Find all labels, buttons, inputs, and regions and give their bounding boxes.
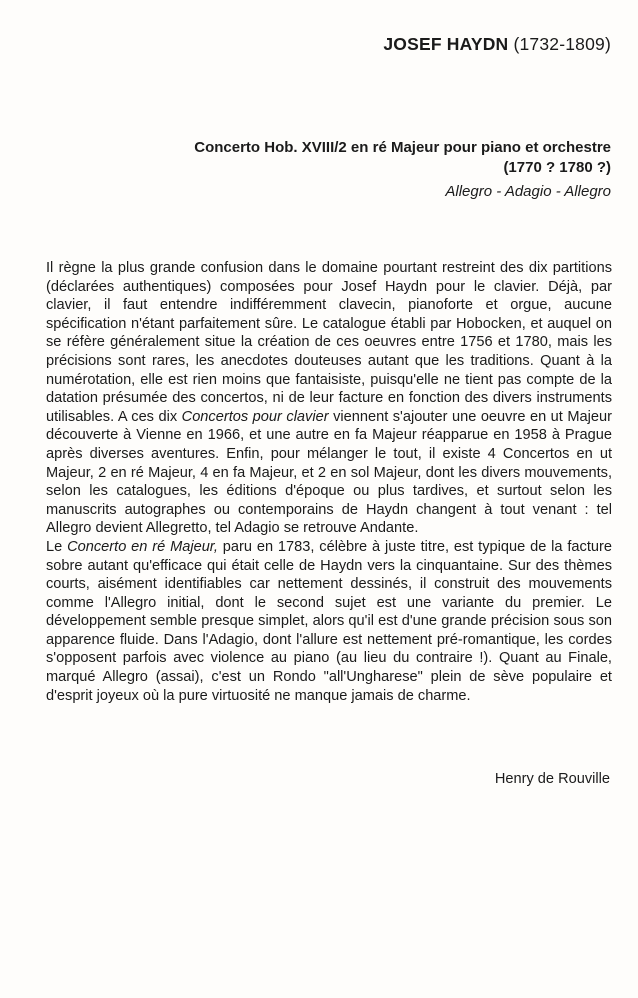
- movements-line: Allegro - Adagio - Allegro: [445, 183, 611, 200]
- work-date-line: (1770 ? 1780 ?): [503, 159, 611, 176]
- paragraph-2-part-a: Le: [46, 538, 68, 555]
- composer-dates: (1732-1809): [513, 34, 611, 54]
- composer-name: JOSEF HAYDN: [383, 34, 509, 54]
- composer-heading: [383, 34, 611, 55]
- work-title-line: Concerto Hob. XVIII/2 en ré Majeur pour piano et orchestre: [194, 139, 611, 156]
- paragraph-1: [46, 259, 612, 538]
- paragraph-1-emphasis: Concertos pour clavier: [181, 408, 329, 425]
- author-signature: Henry de Rouville: [494, 771, 610, 787]
- paragraph-1-part-a: Il règne la plus grande confusion dans le domaine pourtant restreint des dix partitions (déclarées authentiques) composées pour Josef Haydn pour le clavier. Déjà, par clavier, il faut entendre indifféremment clavecin, pianoforte et orgue, aucune spécification n'étant parfaitement sûre. Le catalogue établi par Hobocken, et auquel on se réfère généralement situe la création de ces oeuvres entre 1756 et 1780, mais les précisions sont rares, les anecdotes douteuses autant que les traditions. Quant à la numérotation, elle est rien moins que fantaisiste, puisqu'elle ne tient pas compte de la datation présumée des concertos, ni de leur facture en fonction des divers instruments utilisables. A ces dix: [46, 260, 612, 425]
- paragraph-1-part-b: viennent s'ajouter une oeuvre en ut Majeur découverte à Vienne en 1966, et une autre en fa Majeur réapparue en 1958 à Prague après diverses aventures. Enfin, pour mélanger le tout, il existe 4 Concertos en ut Majeur, 2 en ré Majeur, 4 en fa Majeur, et 2 en sol Majeur, dont les divers mouvements, selon les catalogues, les éditions d'époque ou plus tardives, et surtout selon les manuscrits autographes ou contemporains de Haydn changent à tout venant : tel Allegro devient Allegretto, tel Adagio se retrouve Andante.: [46, 408, 612, 537]
- work-title: [91, 138, 611, 178]
- paragraph-2-emphasis: Concerto en ré Majeur,: [67, 538, 218, 555]
- paragraph-2: [46, 538, 612, 705]
- body-text: [46, 259, 612, 705]
- paragraph-2-part-b: paru en 1783, célèbre à juste titre, est typique de la facture sobre autant qu'efficace qui était celle de Haydn vers la cinquantaine. Sur des thèmes courts, aisément identifiables car nettement dessinés, il construit des mouvements comme l'Allegro initial, dont le second sujet est une variante du premier. Le développement semble presque simplet, alors qu'il est d'une grande précision sous son apparence fluide. Dans l'Adagio, dont l'allure est nettement pré-romantique, les cordes s'opposent parfois avec violence au piano (au lieu du contraire !). Quant au Finale, marqué Allegro (assai), c'est un Rondo "all'Ungharese" plein de sève populaire et d'esprit joyeux où la pure virtuosité ne manque jamais de charme.: [46, 538, 612, 704]
